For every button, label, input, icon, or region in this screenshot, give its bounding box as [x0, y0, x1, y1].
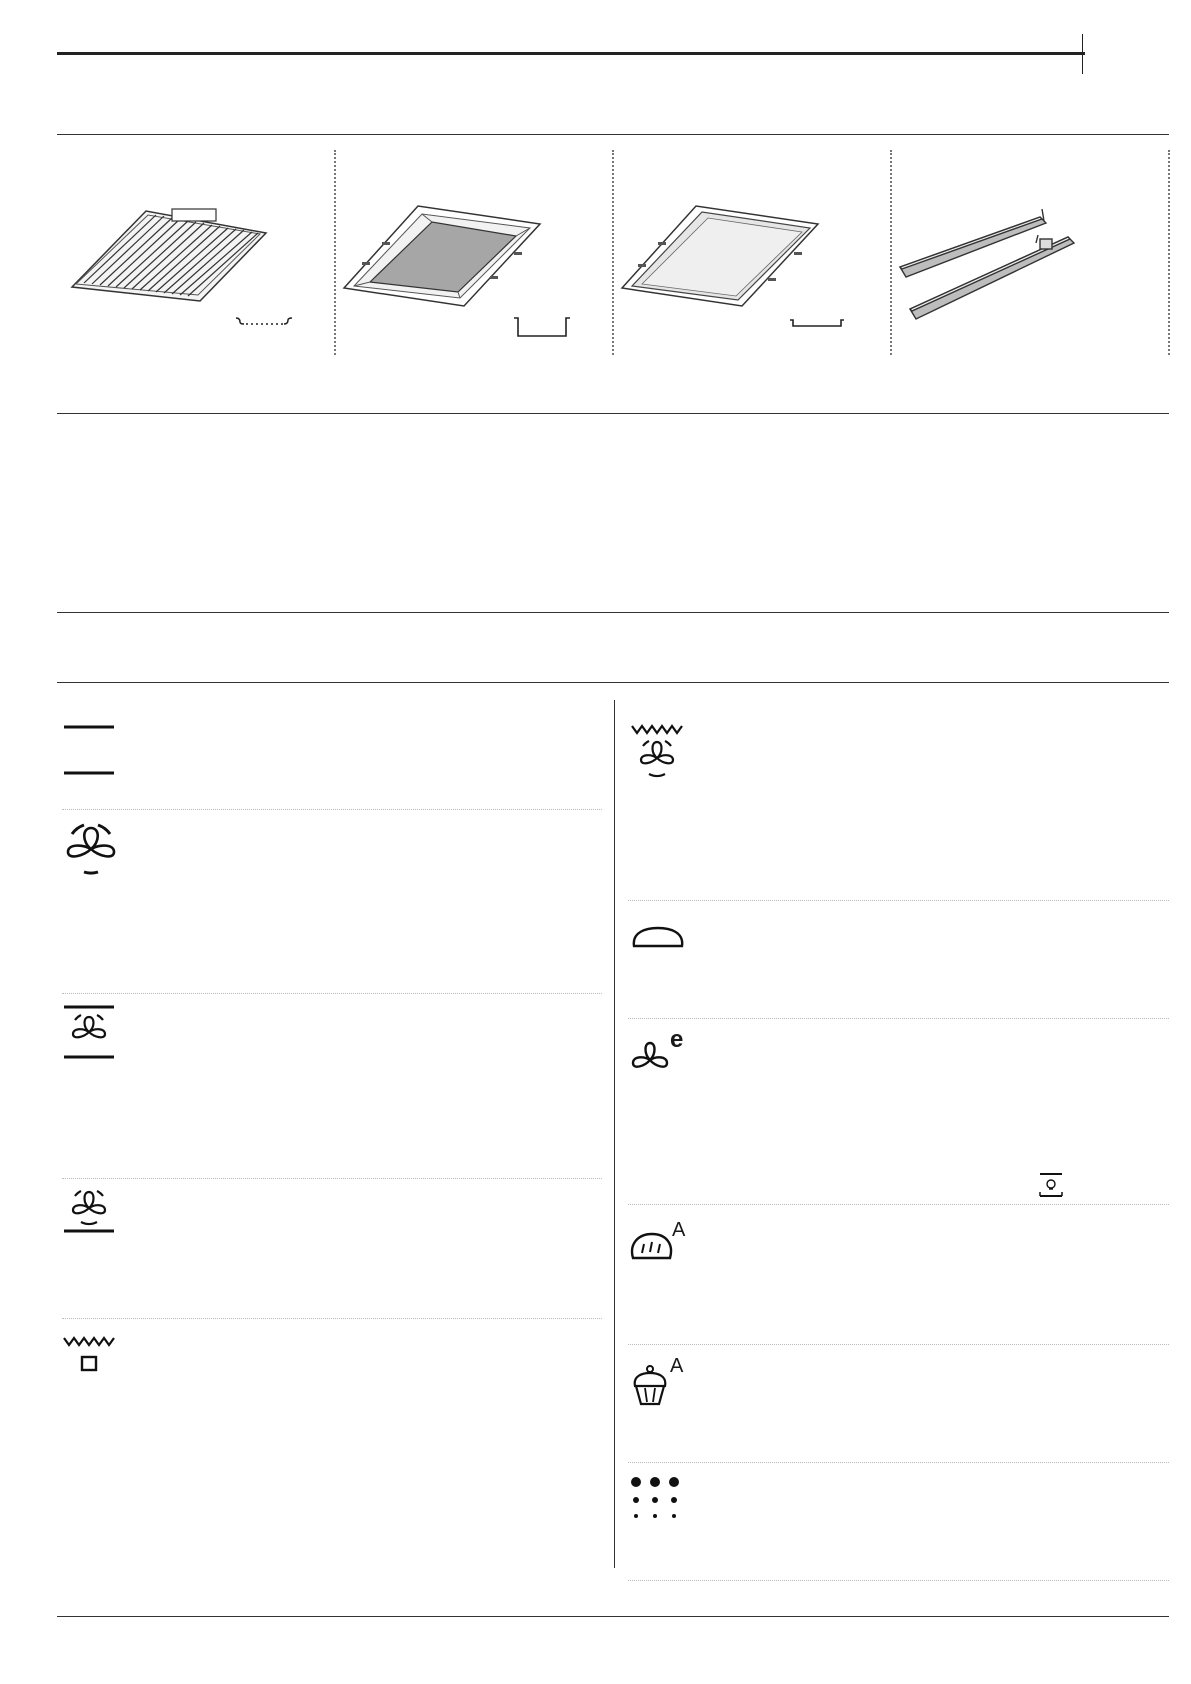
fan-ring-icon	[62, 820, 120, 878]
row-separator	[62, 809, 602, 810]
accessory-divider	[890, 150, 892, 355]
footer-rule	[57, 1616, 1169, 1617]
eco-badge: e	[670, 1026, 684, 1053]
fan-bottom-icon	[62, 1186, 118, 1234]
pan-profile-icon	[512, 316, 572, 338]
row-separator	[628, 1580, 1169, 1581]
oven-lamp-icon	[1038, 1172, 1064, 1198]
tray-profile-icon	[788, 318, 846, 328]
accessory-divider	[612, 150, 614, 355]
row-separator	[62, 1318, 602, 1319]
deep-pan-image	[340, 202, 555, 307]
row-separator	[628, 1204, 1169, 1205]
auto-bread-icon	[630, 1226, 676, 1262]
section-rule	[57, 612, 1169, 613]
flat-tray-image	[618, 202, 833, 307]
accessory-divider	[334, 150, 336, 355]
header-rule	[57, 52, 1085, 55]
column-divider	[614, 700, 615, 1568]
top-bottom-heat-icon	[62, 724, 118, 776]
row-separator	[628, 1018, 1169, 1019]
bread-oval-icon	[630, 926, 686, 950]
functions-top-rule	[57, 682, 1169, 683]
accessory-divider	[1168, 150, 1170, 355]
row-separator	[628, 1344, 1169, 1345]
dots-program-icon	[630, 1476, 680, 1522]
rack-profile-icon	[234, 316, 294, 330]
auto-cupcake-icon	[630, 1364, 670, 1408]
row-separator	[62, 993, 602, 994]
auto-badge: A	[670, 1355, 684, 1377]
accessories-bottom-rule	[57, 413, 1169, 414]
grill-small-icon	[62, 1334, 118, 1374]
row-separator	[628, 1462, 1169, 1463]
fan-top-bottom-icon	[62, 1004, 118, 1060]
grill-fan-icon	[630, 722, 686, 780]
header-tick	[1082, 34, 1083, 74]
auto-badge: A	[672, 1219, 686, 1241]
wire-rack-image	[62, 205, 272, 305]
row-separator	[62, 1178, 602, 1179]
accessories-top-rule	[57, 134, 1169, 135]
row-separator	[628, 900, 1169, 901]
telescopic-rails-image	[896, 205, 1076, 325]
